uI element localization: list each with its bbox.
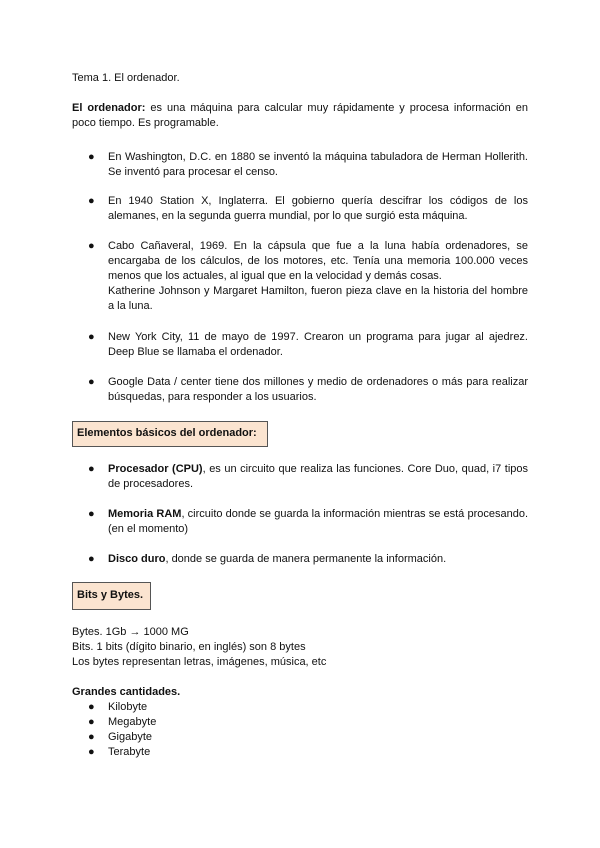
bullet-icon: ●: [88, 746, 95, 758]
large-quantities-heading: Grandes cantidades.: [72, 686, 181, 698]
bullet-icon: ●: [88, 508, 95, 520]
bits-line-3: Los bytes representan letras, imágenes, música, etc: [72, 656, 327, 668]
list-item-history-5: Google Data / center tiene dos millones y medio de ordenadores o más para realizar búsquedas, para responder a los usuarios.: [108, 376, 528, 403]
bullet-icon: ●: [88, 701, 95, 713]
bullet-icon: ●: [88, 376, 95, 388]
list-item-unit: Terabyte: [108, 746, 151, 758]
element-term: Memoria RAM: [108, 508, 182, 520]
bits-line-2: Bits. 1 bits (dígito binario, en inglés) son 8 bytes: [72, 641, 306, 653]
element-term: Disco duro: [108, 553, 166, 565]
list-item-history-2: En 1940 Station X, Inglaterra. El gobierno quería descifrar los códigos de los alemanes, en la segunda guerra mundial, por lo que surgió esta máquina.: [108, 195, 528, 222]
definition-text: es una máquina para calcular muy rápidamente y procesa información en poco tiempo. Es programable.: [72, 102, 528, 129]
list-item-history-3: [108, 239, 528, 314]
element-text: , donde se guarda de manera permanente la información.: [165, 553, 447, 565]
list-item-unit: Gigabyte: [108, 731, 153, 743]
history-3-subtext: Katherine Johnson y Margaret Hamilton, fueron pieza clave en la historia del hombre a la luna.: [108, 285, 528, 312]
history-3-text: Cabo Cañaveral, 1969. En la cápsula que fue a la luna había ordenadores, se encargaba de los cálculos, de los motores, etc. Tenía una memoria 100.000 veces menos que los actuales, al igual que en la velocidad y demás cosas.: [108, 240, 528, 282]
list-item-element-ram: [108, 507, 528, 537]
list-item-history-1: En Washington, D.C. en 1880 se inventó la máquina tabuladora de Herman Hollerith. Se inventó para procesar el censo.: [108, 151, 528, 178]
definition-paragraph: [72, 101, 528, 131]
list-item-element-disk: [108, 552, 528, 567]
definition-term: El ordenador:: [72, 102, 146, 114]
list-item-unit: Kilobyte: [108, 701, 148, 713]
bullet-icon: ●: [88, 195, 95, 207]
bullet-icon: ●: [88, 151, 95, 163]
element-text: , circuito donde se guarda la información mientras se está procesando. (en el momento): [108, 508, 529, 535]
bullet-icon: ●: [88, 240, 95, 252]
bullet-icon: ●: [88, 716, 95, 728]
bullet-icon: ●: [88, 463, 95, 475]
section-heading-bits: Bits y Bytes.: [72, 582, 151, 610]
element-text: , es un circuito que realiza las funciones. Core Duo, quad, i7 tipos de procesadores.: [108, 463, 528, 490]
list-item-history-4: New York City, 11 de mayo de 1997. Crearon un programa para jugar al ajedrez. Deep Blue se llamaba el ordenador.: [108, 331, 528, 358]
list-item-element-cpu: [108, 462, 528, 492]
bullet-icon: ●: [88, 731, 95, 743]
bullet-icon: ●: [88, 553, 95, 565]
section-heading-elements: Elementos básicos del ordenador:: [72, 421, 268, 447]
bits-line-1: Bytes. 1Gb → 1000 MG: [72, 626, 189, 638]
page-title: Tema 1. El ordenador.: [72, 72, 180, 84]
bullet-icon: ●: [88, 331, 95, 343]
element-term: Procesador (CPU): [108, 463, 203, 475]
list-item-unit: Megabyte: [108, 716, 157, 728]
